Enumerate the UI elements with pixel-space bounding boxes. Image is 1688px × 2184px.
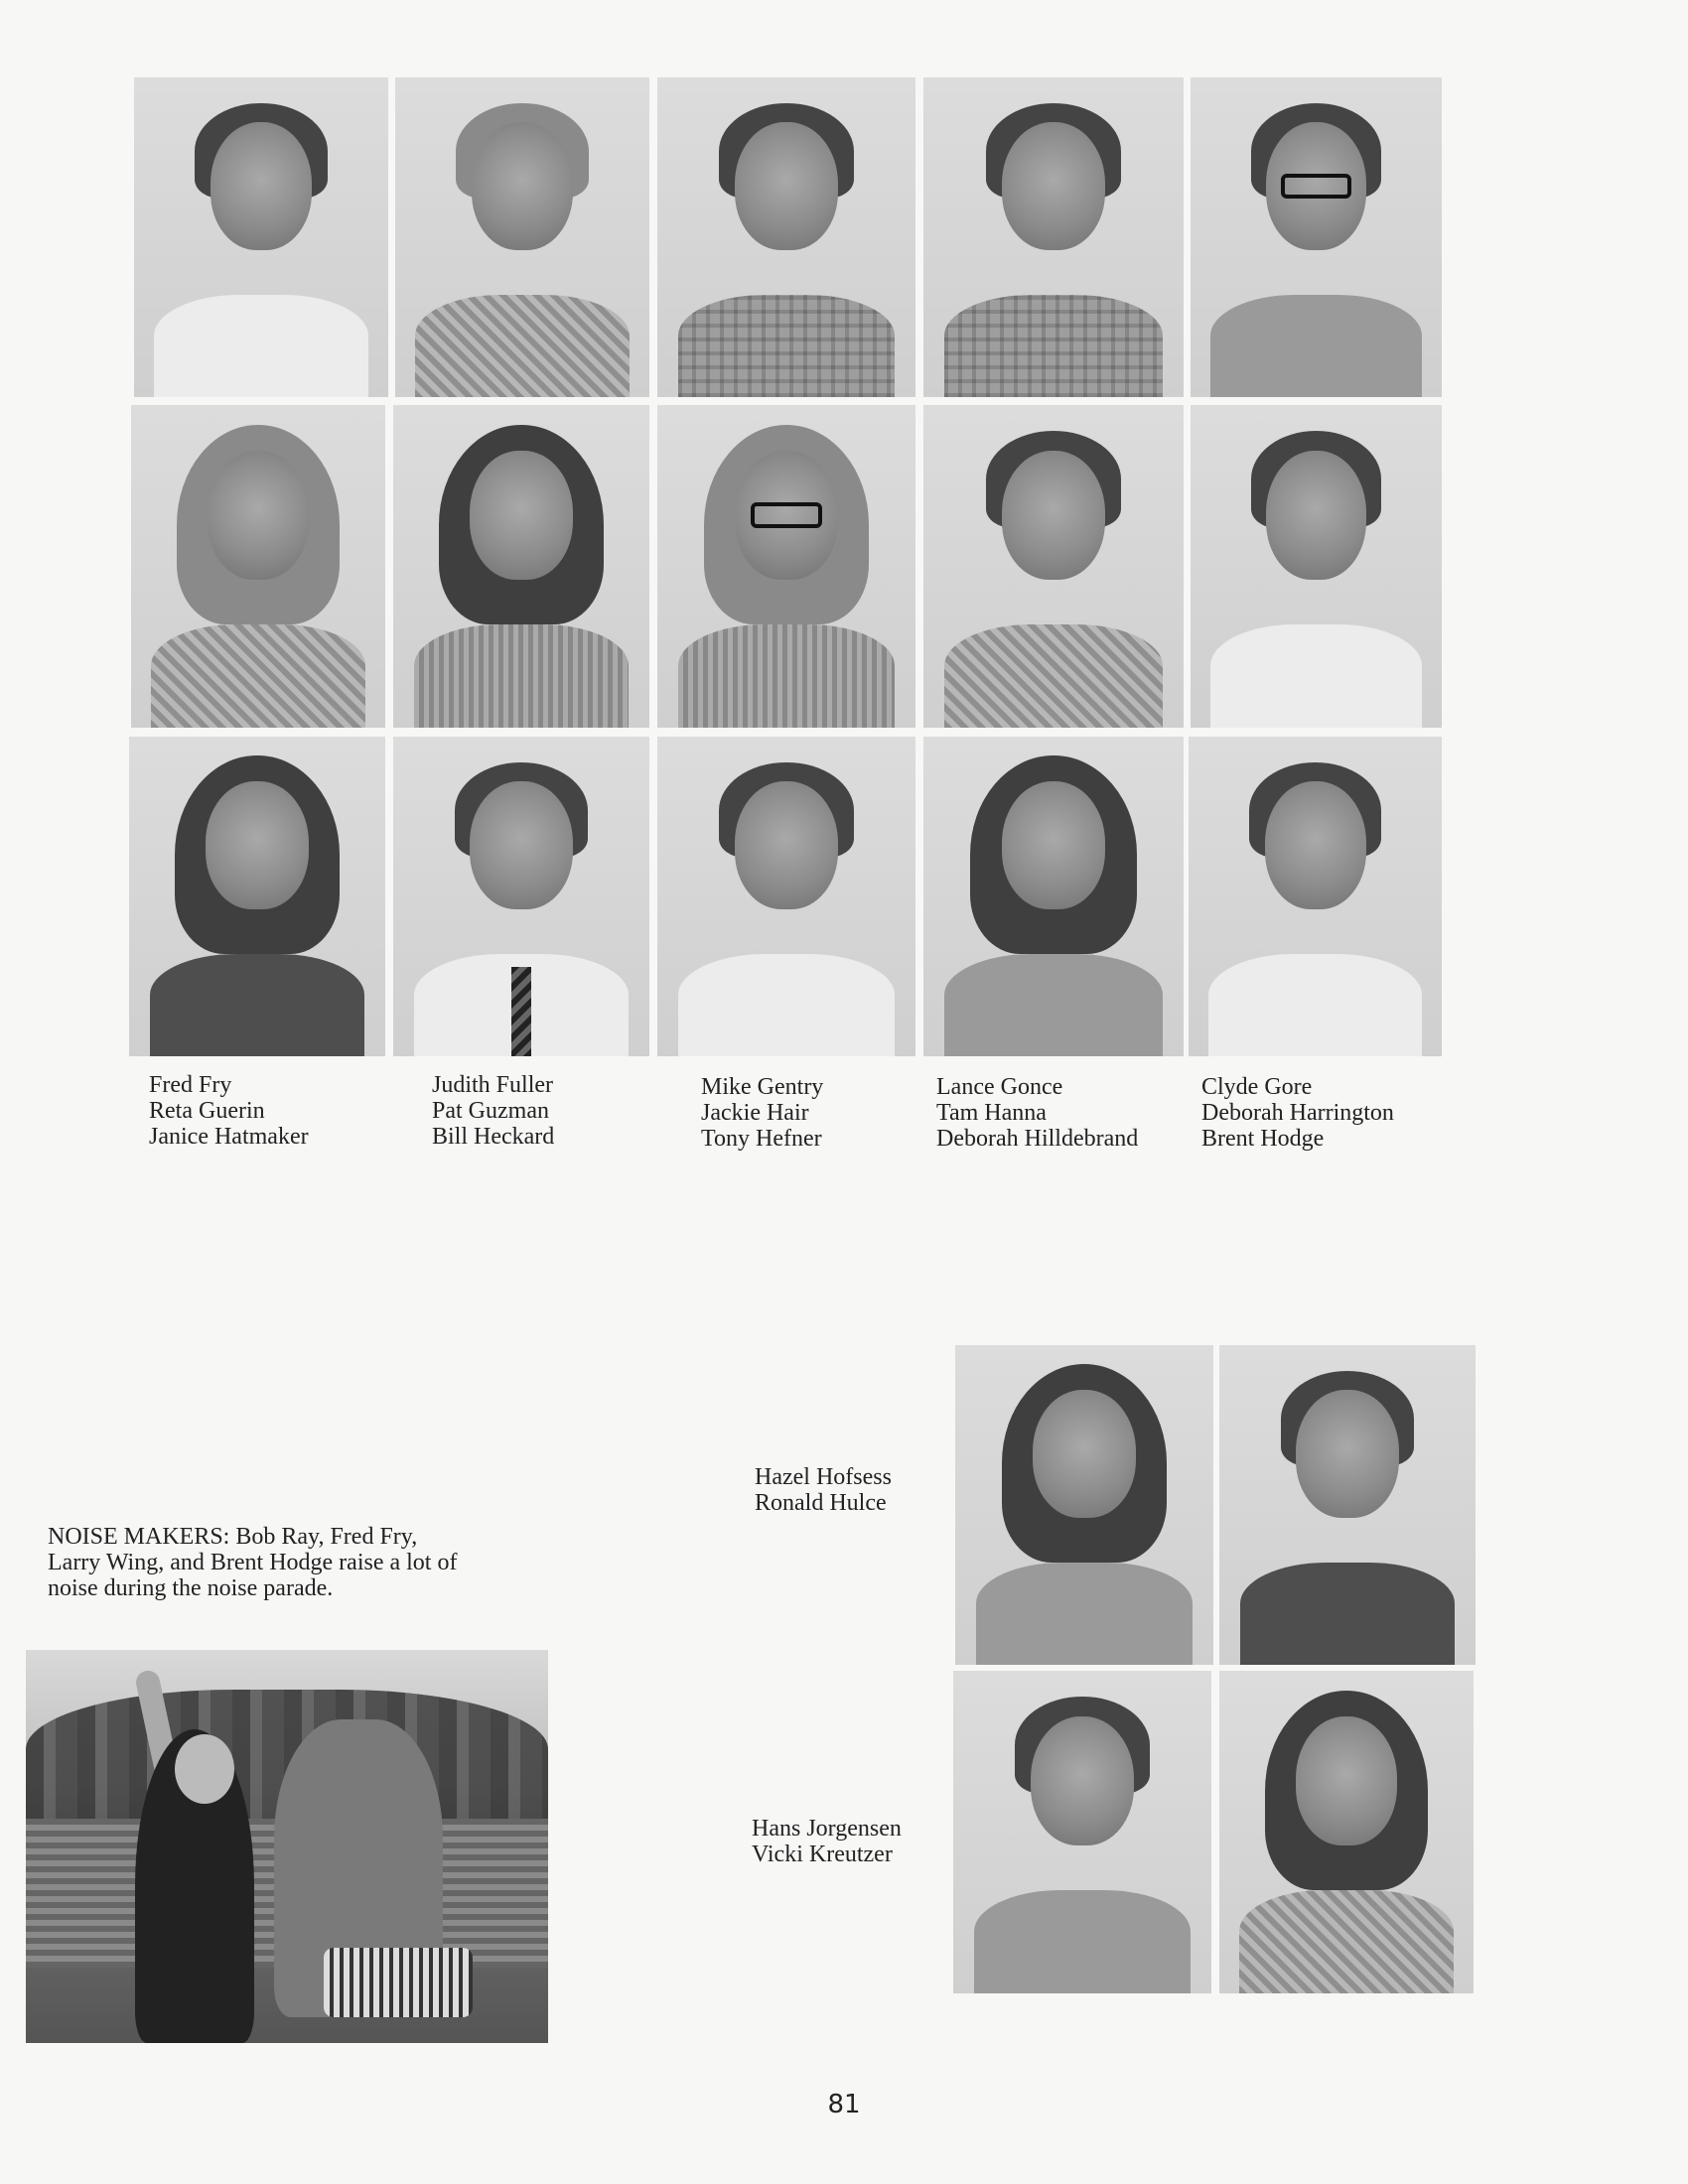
student-name: Hans Jorgensen bbox=[752, 1816, 902, 1842]
caption-column-4 bbox=[936, 1074, 1138, 1152]
student-name: Brent Hodge bbox=[1201, 1126, 1325, 1152]
student-name: Jackie Hair bbox=[701, 1100, 809, 1126]
student-name: Tony Hefner bbox=[701, 1126, 822, 1152]
student-name: Pat Guzman bbox=[432, 1098, 549, 1124]
student-name: Deborah Hilldebrand bbox=[936, 1126, 1139, 1152]
portrait-ronald-hulce bbox=[1219, 1345, 1476, 1665]
student-name: Ronald Hulce bbox=[755, 1490, 887, 1516]
portrait-reta-guerin bbox=[131, 405, 385, 728]
student-name: Lance Gonce bbox=[936, 1074, 1063, 1100]
portrait-lance-gonce bbox=[923, 77, 1184, 397]
portrait-tony-hefner bbox=[657, 737, 915, 1056]
student-name: Vicki Kreutzer bbox=[752, 1842, 893, 1867]
student-name: Janice Hatmaker bbox=[149, 1124, 309, 1150]
portrait-brent-hodge bbox=[1189, 737, 1442, 1056]
glasses-icon bbox=[751, 502, 823, 528]
caption-column-1 bbox=[149, 1072, 309, 1150]
portrait-pat-guzman bbox=[393, 405, 649, 728]
student-name: Mike Gentry bbox=[701, 1074, 824, 1100]
noise-parade-photo bbox=[26, 1650, 548, 2043]
student-name: Tam Hanna bbox=[936, 1100, 1047, 1126]
caption-column-3 bbox=[701, 1074, 823, 1152]
portrait-janice-hatmaker bbox=[129, 737, 385, 1056]
portrait-vicki-kreutzer bbox=[1219, 1671, 1474, 1993]
caption-column-5 bbox=[1201, 1074, 1394, 1152]
noise-makers-caption: NOISE MAKERS: Bob Ray, Fred Fry, Larry Wing, and Brent Hodge raise a lot of noise during the noise parade. bbox=[48, 1524, 458, 1601]
glasses-icon bbox=[1281, 174, 1351, 200]
portrait-deborah-harrington bbox=[1191, 405, 1442, 728]
right-caption-group-2 bbox=[752, 1816, 902, 1867]
caption-column-2 bbox=[432, 1072, 554, 1150]
portrait-hazel-hofsess bbox=[955, 1345, 1213, 1665]
student-name: Bill Heckard bbox=[432, 1124, 555, 1150]
portrait-fred-fry bbox=[134, 77, 388, 397]
student-name: Hazel Hofsess bbox=[755, 1464, 892, 1490]
drum-icon bbox=[324, 1948, 473, 2017]
portrait-mike-gentry bbox=[657, 77, 915, 397]
student-name: Judith Fuller bbox=[432, 1072, 554, 1098]
student-name: Reta Guerin bbox=[149, 1098, 265, 1124]
portrait-hans-jorgensen bbox=[953, 1671, 1211, 1993]
portrait-judith-fuller bbox=[395, 77, 649, 397]
student-name: Fred Fry bbox=[149, 1072, 232, 1098]
page-number: 81 bbox=[827, 2090, 861, 2119]
portrait-deborah-hilldebrand bbox=[923, 737, 1184, 1056]
portrait-tam-hanna bbox=[923, 405, 1184, 728]
student-name: Deborah Harrington bbox=[1201, 1100, 1394, 1126]
portrait-clyde-gore bbox=[1191, 77, 1442, 397]
right-caption-group-1 bbox=[755, 1464, 892, 1516]
portrait-jackie-hair bbox=[657, 405, 915, 728]
portrait-bill-heckard bbox=[393, 737, 649, 1056]
student-name: Clyde Gore bbox=[1201, 1074, 1313, 1100]
necktie-icon bbox=[511, 967, 532, 1056]
